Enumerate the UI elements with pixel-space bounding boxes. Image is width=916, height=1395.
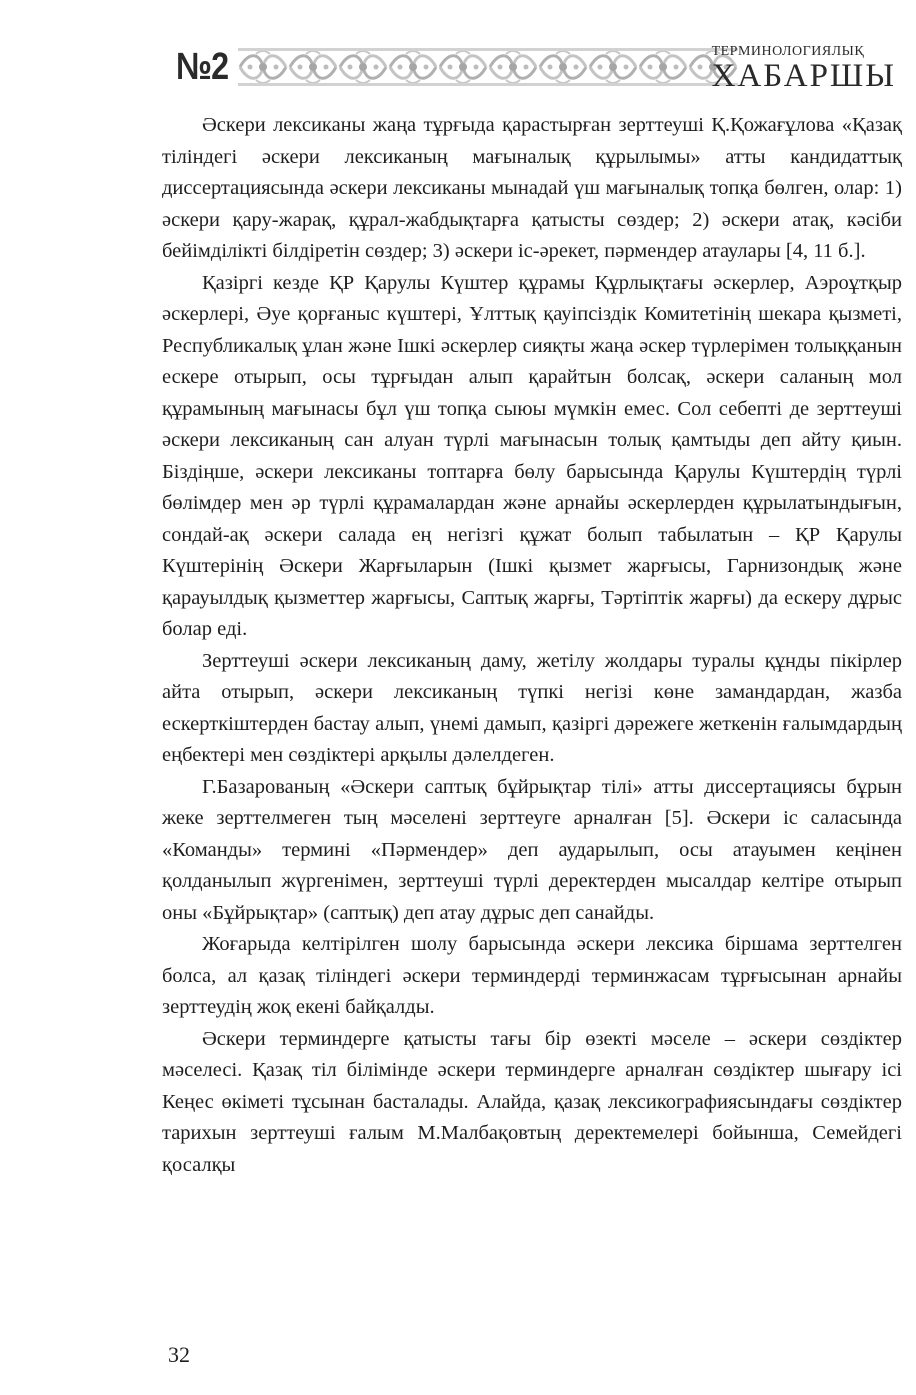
issue-number: №2 xyxy=(176,46,229,88)
page-header xyxy=(176,40,896,96)
kazakh-ornament-icon xyxy=(238,48,738,86)
paragraph-5: Жоғарыда келтірілген шолу барысында әскери лексика біршама зерттелген болса, ал қазақ тіліндегі әскери терминдерді терминжасам тұрғысынан арнайы зерттеудің жоқ екені байқалды. xyxy=(162,933,902,1018)
page-number: 32 xyxy=(168,1342,190,1367)
journal-title-bottom: ХАБАРШЫ xyxy=(711,58,896,94)
journal-title xyxy=(712,44,896,92)
paragraph-2: Қазіргі кезде ҚР Қарулы Күштер құрамы Құрлықтағы әскерлер, Аэроұтқыр әскерлері, Әуе қорғаныс күштері, Ұлттық қауіпсіздік Комитетінің шекара қызметі, Республикалық ұлан және Ішкі әскерлер сияқты жаңа әскер түрлерімен толыққанын ескере отырып, осы тұрғыдан алып қарайтын болсақ, әскери саланың мол құрамының мағынасы бұл үш топқа сыюы мүмкін емес. Сол себепті де зерттеуші әскери лексиканың сан алуан түрлі мағынасын толық қамтыды деп айту қиын. Біздіңше, әскери лексиканы топтарға бөлу барысында Қарулы Күштердің түрлі бөлімдер мен әр түрлі құрамалардан және арнайы әскерлерден құрылатындығын, сондай-ақ әскери салада ең негізгі құжат болып табылатын – ҚР Қарулы Күштерінің Әскери Жарғыларын (Ішкі қызмет жарғысы, Гарнизондық және қарауылдық қызметтер жарғысы, Саптық жарғы, Тәртіптік жарғы) да ескеру дұрыс болар еді. xyxy=(162,271,902,640)
paragraph-4: Г.Базарованың «Әскери саптық бұйрықтар тілі» атты диссертациясы бұрын жеке зерттелмеген тың мәселені зерттеуге арналған [5]. Әскери іс саласында «Команды» термині «Пәрмендер» деп аударылып, осы атауымен кеңінен қолданылып жүргенімен, зерттеуші түрлі деректерден мысалдар келтіре отырып оны «Бұйрықтар» (саптық) деп атау дұрыс деп санайды. xyxy=(162,775,902,924)
paragraph-6: Әскери терминдерге қатысты тағы бір өзекті мәселе – әскери сөздіктер мәселесі. Қазақ тіл білімінде әскери терминдерге арналған сөздіктер шығару ісі Кеңес өкіметі тұсынан басталады. Алайда, қазақ лексикографиясындағы сөздіктер тарихын зерттеуші ғалым М.Малбақовтың деректемелері бойынша, Семейдегі қосалқы xyxy=(162,1027,902,1176)
article-body xyxy=(162,110,902,1181)
journal-title-top: ТЕРМИНОЛОГИЯЛЫҚ xyxy=(711,44,865,59)
paragraph-1: Әскери лексиканы жаңа тұрғыда қарастырған зерттеуші Қ.Қожағұлова «Қазақ тіліндегі әскери лексиканың мағыналық құрылымы» атты кандидаттық диссертациясында әскери лексиканы мынадай үш мағыналық топқа бөлген, олар: 1) әскери қару-жарақ, құрал-жабдықтарға қатысты сөздер; 2) әскери атақ, кәсіби бейімділікті білдіретін сөздер; 3) әскери іс-әрекет, пәрмендер атаулары [4, 11 б.]. xyxy=(162,114,902,262)
paragraph-3: Зерттеуші әскери лексиканың даму, жетілу жолдары туралы құнды пікірлер айта отырып, әскери лексиканың түпкі негізі көне замандардан, жазба ескерткіштерден бастау алып, үнемі дамып, қазіргі дәрежеге жеткенін ғалымдардың еңбектері мен сөздіктері арқылы дәлелдеген. xyxy=(162,649,902,766)
